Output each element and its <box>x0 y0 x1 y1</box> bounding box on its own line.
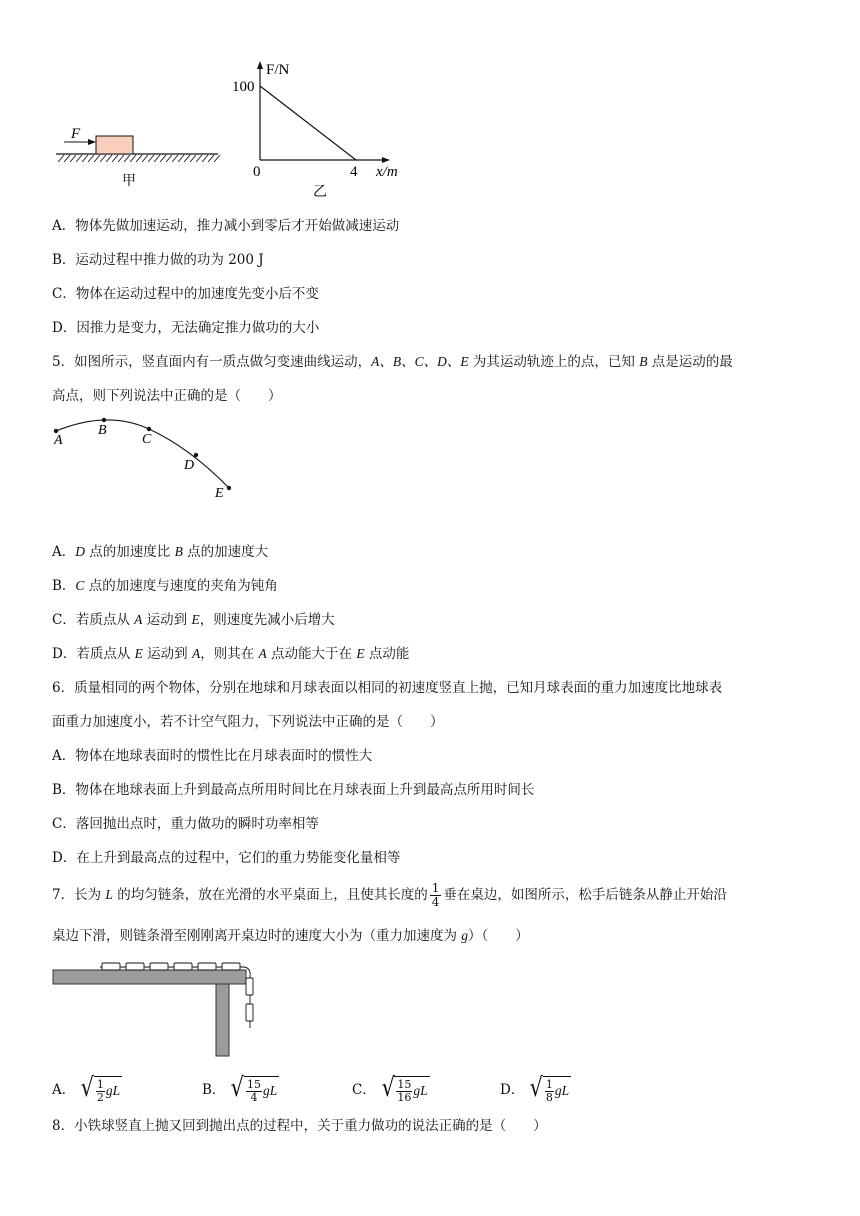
origin-label: 0 <box>253 164 261 180</box>
q5-option-d: D．若质点从 E 运动到 A，则其在 A 点动能大于在 E 点动能 <box>52 646 410 662</box>
x-axis-label: x/m <box>376 164 398 180</box>
y-tick-100: 100 <box>232 79 255 95</box>
q5-option-a: A．D 点的加速度比 B 点的加速度大 <box>52 544 269 560</box>
q5-stem-line1: 5．如图所示，竖直面内有一质点做匀变速曲线运动，A、B、C、D、E 为其运动轨迹上的点，已知 B 点是运动的最 <box>52 354 733 370</box>
q6-stem-line2: 面重力加速度小，若不计空气阻力，下列说法中正确的是（ ） <box>52 714 444 730</box>
q7-stem-line2: 桌边下滑，则链条滑至刚刚离开桌边时的速度大小为（重力加速度为 g）（ ） <box>52 928 529 944</box>
point-b <box>102 418 106 422</box>
block <box>96 136 133 154</box>
q6-option-c: C．落回抛出点时，重力做功的瞬时功率相等 <box>52 816 319 832</box>
q4-option-b: B．运动过程中推力做的功为 200 J <box>52 252 264 268</box>
figure-jia <box>50 118 225 200</box>
q6-option-a: A．物体在地球表面时的惯性比在月球表面时的惯性大 <box>52 748 373 764</box>
trajectory-curve <box>56 420 229 488</box>
q7-stem-line1: 7．长为 L 的均匀链条，放在光滑的水平桌面上，且使其长度的 $\frac{1}{4}$ 垂在桌边，如图所示，松手后链条从静止开始沿 <box>52 881 727 909</box>
sqrt-expression: √ $\frac{15}{16}$ gL <box>381 1073 428 1104</box>
force-label: F <box>71 126 81 142</box>
label-c: C <box>142 432 152 447</box>
x-tick-4: 4 <box>350 164 358 180</box>
label-d: D <box>184 458 195 473</box>
point-c <box>147 427 151 431</box>
sqrt-expression: √ $\frac{15}{4}$ gL <box>231 1073 278 1104</box>
sqrt-expression: √ $\frac{1}{8}$ gL <box>529 1073 570 1104</box>
q5-option-c: C．若质点从 A 运动到 E，则速度先减小后增大 <box>52 612 335 628</box>
y-axis-label: F/N <box>266 62 290 78</box>
caption-yi: 乙 <box>313 184 327 200</box>
q4-option-c: C．物体在运动过程中的加速度先变小后不变 <box>52 286 319 302</box>
q5-trajectory-figure <box>48 410 248 506</box>
q7-option-d: D． √ $\frac{1}{8}$ gL <box>500 1073 570 1104</box>
q7-chain-table-figure <box>50 958 270 1060</box>
fraction-one-quarter: $\frac{1}{4}$ <box>431 881 440 909</box>
sqrt-expression: √ $\frac{1}{2}$ gL <box>80 1073 121 1104</box>
q4-option-d: D．因推力是变力，无法确定推力做功的大小 <box>52 320 320 336</box>
q8-stem: 8．小铁球竖直上抛又回到抛出点的过程中，关于重力做功的说法正确的是（ ） <box>52 1118 547 1134</box>
label-e: E <box>215 486 224 501</box>
figure-yi-chart <box>226 58 416 200</box>
q6-stem-line1: 6．质量相同的两个物体，分别在地球和月球表面以相同的初速度竖直上抛，已知月球表面的重力加速度比地球表 <box>52 680 723 696</box>
table-top <box>53 970 246 984</box>
q7-option-a: A． √ $\frac{1}{2}$ gL <box>52 1073 121 1104</box>
q6-option-b: B．物体在地球表面上升到最高点所用时间比在月球表面上升到最高点所用时间长 <box>52 782 535 798</box>
q4-option-a: A．物体先做加速运动，推力减小到零后才开始做减速运动 <box>52 218 400 234</box>
point-e <box>227 486 231 490</box>
table-leg <box>216 984 229 1056</box>
chain-on-table <box>100 963 245 970</box>
series-line <box>260 86 356 160</box>
q6-option-d: D．在上升到最高点的过程中，它们的重力势能变化量相等 <box>52 850 401 866</box>
label-a: A <box>54 433 63 448</box>
q5-option-b: B．C 点的加速度与速度的夹角为钝角 <box>52 578 278 594</box>
q7-option-b: B． √ $\frac{15}{4}$ gL <box>202 1073 278 1104</box>
label-b: B <box>98 423 107 438</box>
caption-jia: 甲 <box>122 173 136 189</box>
q7-option-c: C． √ $\frac{15}{16}$ gL <box>352 1073 428 1104</box>
q5-stem-line2: 高点，则下列说法中正确的是（ ） <box>52 388 282 404</box>
point-d <box>194 453 198 457</box>
